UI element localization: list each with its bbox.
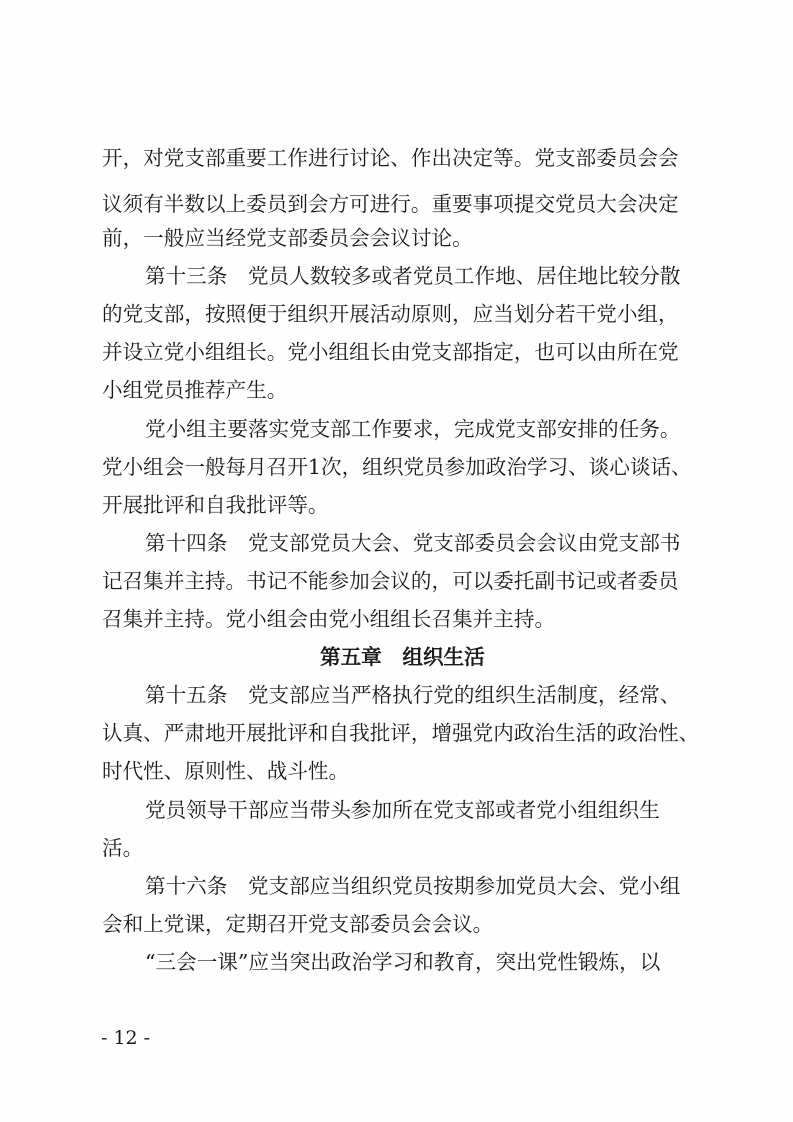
text-line: 会和上党课，定期召开党支部委员会会议。 [102, 912, 494, 936]
text-line: 议须有半数以上委员到会方可进行。重要事项提交党员大会决定 [102, 192, 679, 216]
text-line: “三会一课”应当突出政治学习和教育，突出党性锻炼，以 [145, 950, 661, 974]
text-line: 小组党员推荐产生。 [102, 378, 288, 402]
page-number: - 12 - [101, 1027, 151, 1049]
text-line: 活。 [102, 836, 144, 860]
text-line: 开，对党支部重要工作进行讨论、作出决定等。党支部委员会会 [102, 146, 679, 170]
text-line: 第十六条 党支部应当组织党员按期参加党员大会、党小组 [145, 874, 681, 898]
text-line: 开展批评和自我批评等。 [102, 493, 329, 517]
text-line: 党员领导干部应当带头参加所在党支部或者党小组组织生 [145, 798, 660, 822]
text-line: 第十三条 党员人数较多或者党员工作地、居住地比较分散 [145, 264, 681, 288]
text-line: 召集并主持。党小组会由党小组组长召集并主持。 [102, 607, 556, 631]
text-line: 认真、严肃地开展批评和自我批评，增强党内政治生活的政治性、 [102, 721, 700, 745]
chapter-heading: 第五章 组织生活 [320, 645, 485, 669]
text-line: 记召集并主持。书记不能参加会议的，可以委托副书记或者委员 [102, 569, 679, 593]
text-line: 党小组会一般每月召开1次，组织党员参加政治学习、谈心谈话、 [102, 455, 692, 479]
text-line: 第十四条 党支部党员大会、党支部委员会会议由党支部书 [145, 531, 681, 555]
text-line: 前，一般应当经党支部委员会会议讨论。 [102, 226, 473, 250]
text-line: 时代性、原则性、战斗性。 [102, 759, 350, 783]
text-line: 的党支部，按照便于组织开展活动原则，应当划分若干党小组， [102, 302, 679, 326]
text-line: 并设立党小组组长。党小组组长由党支部指定，也可以由所在党 [102, 340, 679, 364]
text-line: 党小组主要落实党支部工作要求，完成党支部安排的任务。 [145, 417, 681, 441]
text-line: 第十五条 党支部应当严格执行党的组织生活制度，经常、 [145, 683, 681, 707]
